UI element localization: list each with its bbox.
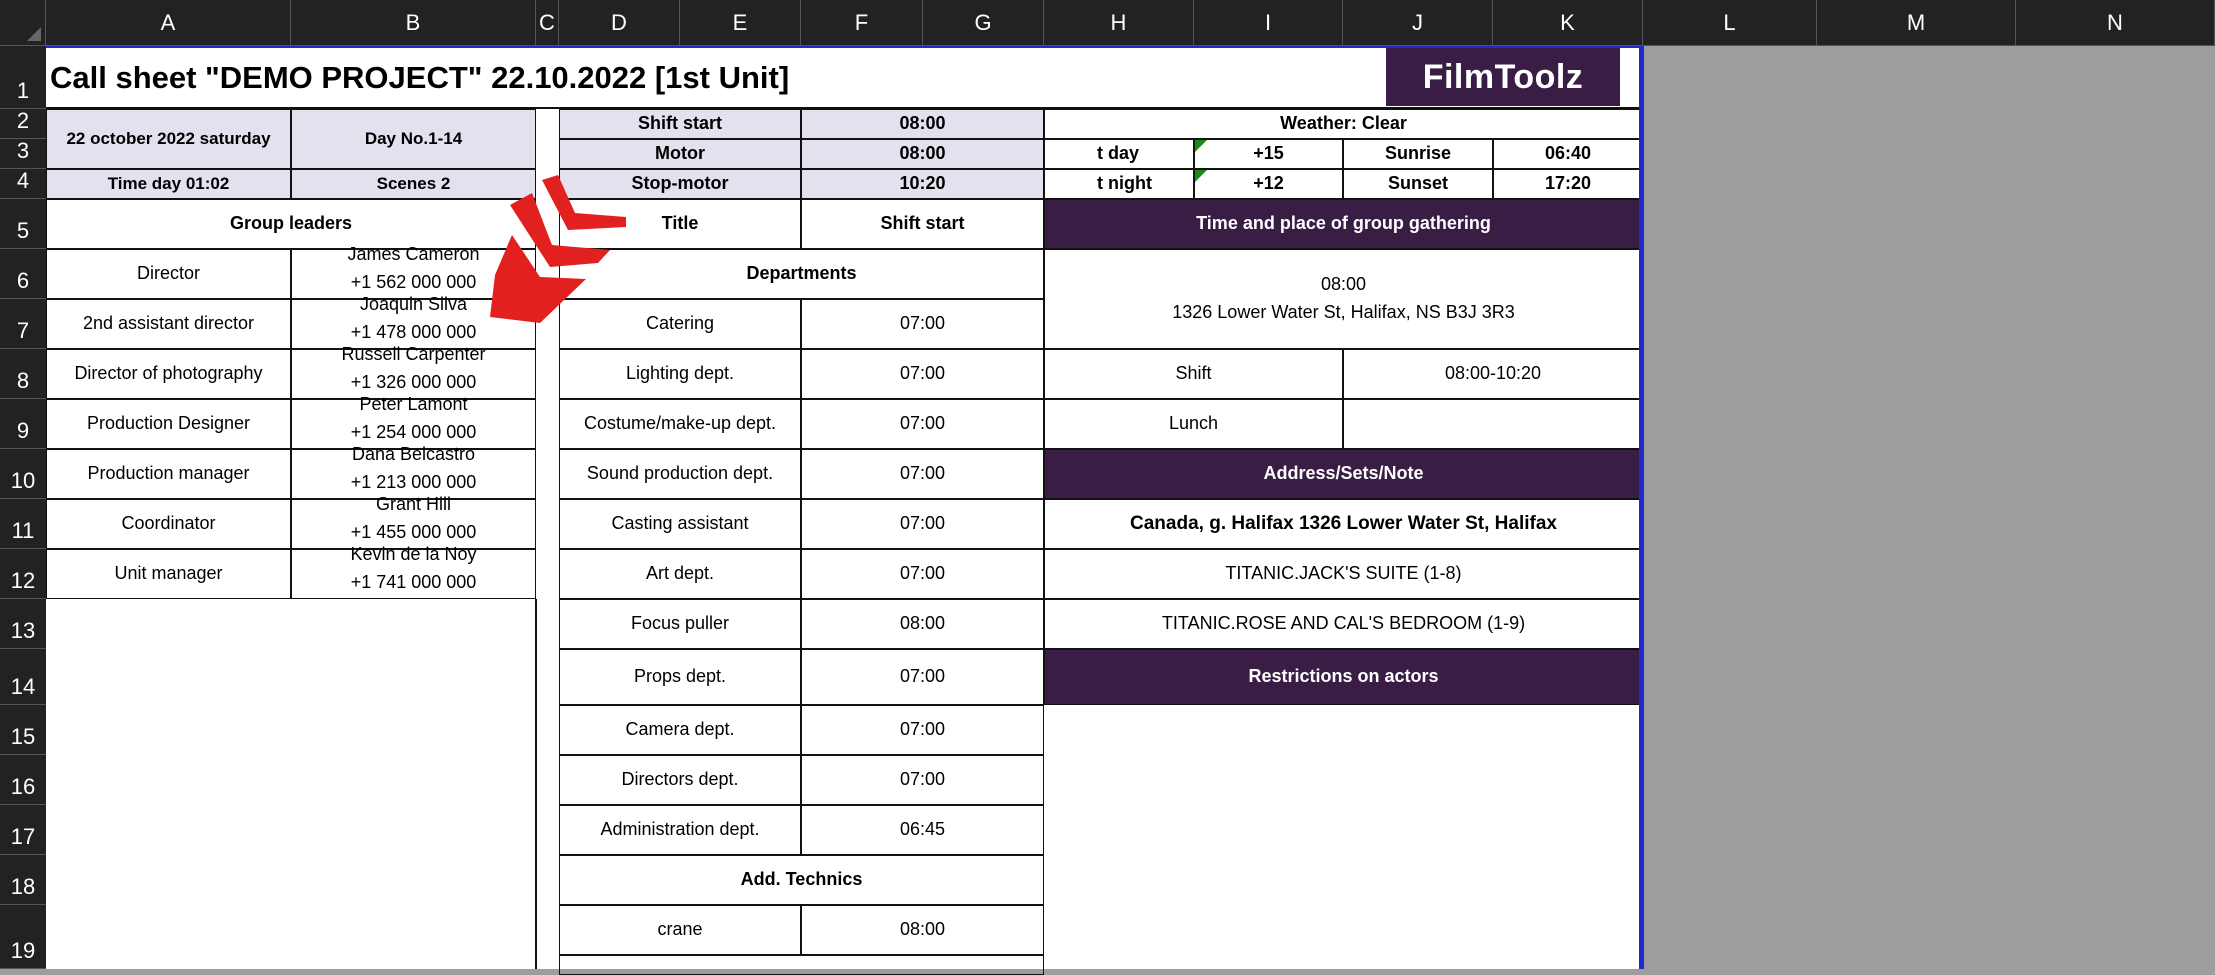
set-item[interactable]: TITANIC.JACK'S SUITE (1-8) bbox=[1044, 549, 1643, 599]
row-header-17[interactable]: 17 bbox=[0, 805, 46, 855]
column-header-n[interactable]: N bbox=[2016, 0, 2215, 46]
schedule-value-shift-start[interactable]: 08:00 bbox=[801, 109, 1044, 139]
row-header-2[interactable]: 2 bbox=[0, 109, 46, 139]
leader-name: Dana Belcastro bbox=[351, 444, 476, 465]
departments-shift-header[interactable]: Shift start bbox=[801, 199, 1044, 249]
leader-phone: +1 455 000 000 bbox=[350, 522, 477, 543]
t-night-label[interactable]: t night bbox=[1044, 169, 1194, 199]
department-time[interactable]: 07:00 bbox=[801, 499, 1044, 549]
leader-phone: +1 562 000 000 bbox=[350, 272, 477, 293]
leader-role[interactable]: Director bbox=[46, 249, 291, 299]
restrictions-header[interactable]: Restrictions on actors bbox=[1044, 649, 1643, 705]
column-header-j[interactable]: J bbox=[1343, 0, 1493, 46]
leader-contact[interactable] bbox=[291, 544, 536, 599]
column-header-a[interactable]: A bbox=[46, 0, 291, 46]
add-technics-header[interactable]: Add. Technics bbox=[559, 855, 1044, 905]
leader-role[interactable]: Unit manager bbox=[46, 549, 291, 599]
leader-phone: +1 213 000 000 bbox=[350, 472, 477, 493]
department-name[interactable]: Art dept. bbox=[559, 549, 801, 599]
row-header-8[interactable]: 8 bbox=[0, 349, 46, 399]
leader-phone: +1 741 000 000 bbox=[350, 572, 477, 593]
leader-name: Kevin de la Noy bbox=[350, 544, 477, 565]
department-time[interactable]: 06:45 bbox=[801, 805, 1044, 855]
schedule-value-stop-motor[interactable]: 10:20 bbox=[801, 169, 1044, 199]
t-day-value-text: +15 bbox=[1253, 143, 1284, 164]
row-header-13[interactable]: 13 bbox=[0, 599, 46, 649]
department-name[interactable]: Lighting dept. bbox=[559, 349, 801, 399]
logo-text: FilmToolz bbox=[1422, 57, 1584, 96]
row-header-16[interactable]: 16 bbox=[0, 755, 46, 805]
department-name[interactable]: Administration dept. bbox=[559, 805, 801, 855]
row-header-10[interactable]: 10 bbox=[0, 449, 46, 499]
departments-section-header[interactable]: Departments bbox=[559, 249, 1044, 299]
row-header-3[interactable]: 3 bbox=[0, 139, 46, 169]
shift-label[interactable]: Shift bbox=[1044, 349, 1343, 399]
row-header-14[interactable]: 14 bbox=[0, 649, 46, 705]
select-all-corner[interactable] bbox=[0, 0, 46, 46]
comment-marker-icon bbox=[1195, 170, 1207, 182]
leader-role[interactable]: Production manager bbox=[46, 449, 291, 499]
selection-border bbox=[1639, 46, 1644, 969]
leader-role[interactable]: 2nd assistant director bbox=[46, 299, 291, 349]
group-leaders-header[interactable]: Group leaders bbox=[46, 199, 536, 249]
selection-border-top bbox=[46, 46, 1643, 48]
row-header-5[interactable]: 5 bbox=[0, 199, 46, 249]
schedule-label-shift-start[interactable]: Shift start bbox=[559, 109, 801, 139]
department-time[interactable]: 07:00 bbox=[801, 549, 1044, 599]
comment-marker-icon bbox=[1195, 140, 1207, 152]
weather-title[interactable]: Weather: Clear bbox=[1044, 109, 1643, 139]
t-night-value[interactable] bbox=[1194, 169, 1343, 199]
leader-phone: +1 478 000 000 bbox=[350, 322, 477, 343]
column-header-m[interactable]: M bbox=[1817, 0, 2016, 46]
sunset-label[interactable]: Sunset bbox=[1343, 169, 1493, 199]
department-time[interactable]: 07:00 bbox=[801, 649, 1044, 705]
column-border bbox=[535, 599, 537, 969]
leader-role[interactable]: Production Designer bbox=[46, 399, 291, 449]
row-header-12[interactable]: 12 bbox=[0, 549, 46, 599]
shoot-date[interactable]: 22 october 2022 saturday bbox=[46, 109, 291, 169]
row-header-11[interactable]: 11 bbox=[0, 499, 46, 549]
t-day-label[interactable]: t day bbox=[1044, 139, 1194, 169]
sunrise-label[interactable]: Sunrise bbox=[1343, 139, 1493, 169]
column-header-k[interactable]: K bbox=[1493, 0, 1643, 46]
column-header-g[interactable]: G bbox=[923, 0, 1044, 46]
schedule-value-motor[interactable]: 08:00 bbox=[801, 139, 1044, 169]
gathering-header[interactable]: Time and place of group gathering bbox=[1044, 199, 1643, 249]
gathering-details[interactable] bbox=[1044, 249, 1643, 349]
department-time[interactable]: 07:00 bbox=[801, 705, 1044, 755]
technic-time[interactable]: 08:00 bbox=[801, 905, 1044, 955]
location-address[interactable]: Canada, g. Halifax 1326 Lower Water St, Halifax bbox=[1044, 499, 1643, 549]
column-header-h[interactable]: H bbox=[1044, 0, 1194, 46]
department-time[interactable]: 08:00 bbox=[801, 599, 1044, 649]
department-name[interactable]: Props dept. bbox=[559, 649, 801, 705]
row-header-6[interactable]: 6 bbox=[0, 249, 46, 299]
row-header-7[interactable]: 7 bbox=[0, 299, 46, 349]
empty-technic-row[interactable] bbox=[559, 955, 1044, 975]
t-night-value-text: +12 bbox=[1253, 173, 1284, 194]
scenes-count[interactable]: Scenes 2 bbox=[291, 169, 536, 199]
department-name[interactable]: Casting assistant bbox=[559, 499, 801, 549]
schedule-label-motor[interactable]: Motor bbox=[559, 139, 801, 169]
department-time[interactable]: 07:00 bbox=[801, 755, 1044, 805]
row-header-4[interactable]: 4 bbox=[0, 169, 46, 199]
filmtoolz-logo bbox=[1386, 48, 1620, 106]
leader-role[interactable]: Coordinator bbox=[46, 499, 291, 549]
column-header-i[interactable]: I bbox=[1194, 0, 1343, 46]
day-number[interactable]: Day No.1-14 bbox=[291, 109, 536, 169]
column-header-f[interactable]: F bbox=[801, 0, 923, 46]
department-time[interactable]: 07:00 bbox=[801, 299, 1044, 349]
row-header-19[interactable]: 19 bbox=[0, 905, 46, 969]
department-name[interactable]: Sound production dept. bbox=[559, 449, 801, 499]
row-header-1[interactable]: 1 bbox=[0, 46, 46, 109]
red-arrow-icon bbox=[490, 175, 630, 325]
sunset-value[interactable]: 17:20 bbox=[1493, 169, 1643, 199]
row-header-18[interactable]: 18 bbox=[0, 855, 46, 905]
leader-name: Grant Hill bbox=[375, 494, 451, 515]
sunrise-value[interactable]: 06:40 bbox=[1493, 139, 1643, 169]
department-name[interactable]: Camera dept. bbox=[559, 705, 801, 755]
lunch-label[interactable]: Lunch bbox=[1044, 399, 1343, 449]
leader-phone: +1 326 000 000 bbox=[350, 372, 477, 393]
department-time[interactable]: 07:00 bbox=[801, 399, 1044, 449]
gathering-address: 1326 Lower Water St, Halifax, NS B3J 3R3 bbox=[1172, 302, 1515, 322]
leader-name: Russell Carpenter bbox=[341, 344, 486, 365]
lunch-value[interactable] bbox=[1343, 399, 1643, 449]
department-time[interactable]: 07:00 bbox=[801, 449, 1044, 499]
set-item[interactable]: TITANIC.ROSE AND CAL'S BEDROOM (1-9) bbox=[1044, 599, 1643, 649]
address-sets-header[interactable]: Address/Sets/Note bbox=[1044, 449, 1643, 499]
technic-name[interactable]: crane bbox=[559, 905, 801, 955]
leader-name: Peter Lamont bbox=[359, 394, 468, 415]
leader-role[interactable]: Director of photography bbox=[46, 349, 291, 399]
department-name[interactable]: Focus puller bbox=[559, 599, 801, 649]
schedule-label-stop-motor[interactable]: Stop-motor bbox=[559, 169, 801, 199]
leader-phone: +1 254 000 000 bbox=[350, 422, 477, 443]
departments-title-header[interactable]: Title bbox=[559, 199, 801, 249]
shift-value[interactable]: 08:00-10:20 bbox=[1343, 349, 1643, 399]
department-name[interactable]: Costume/make-up dept. bbox=[559, 399, 801, 449]
t-day-value[interactable] bbox=[1194, 139, 1343, 169]
column-header-b[interactable]: B bbox=[291, 0, 536, 46]
leader-name: James Cameron bbox=[347, 244, 480, 265]
row-header-9[interactable]: 9 bbox=[0, 399, 46, 449]
department-name[interactable]: Directors dept. bbox=[559, 755, 801, 805]
time-day[interactable]: Time day 01:02 bbox=[46, 169, 291, 199]
column-header-e[interactable]: E bbox=[680, 0, 801, 46]
gathering-time: 08:00 bbox=[1320, 274, 1367, 295]
leader-name: Joaquin Silva bbox=[359, 294, 468, 315]
call-sheet-title[interactable]: Call sheet "DEMO PROJECT" 22.10.2022 [1st Unit] bbox=[50, 60, 790, 96]
column-header-d[interactable]: D bbox=[559, 0, 680, 46]
department-name[interactable]: Catering bbox=[559, 299, 801, 349]
column-header-l[interactable]: L bbox=[1643, 0, 1817, 46]
column-header-c[interactable]: C bbox=[536, 0, 559, 46]
row-header-15[interactable]: 15 bbox=[0, 705, 46, 755]
department-time[interactable]: 07:00 bbox=[801, 349, 1044, 399]
